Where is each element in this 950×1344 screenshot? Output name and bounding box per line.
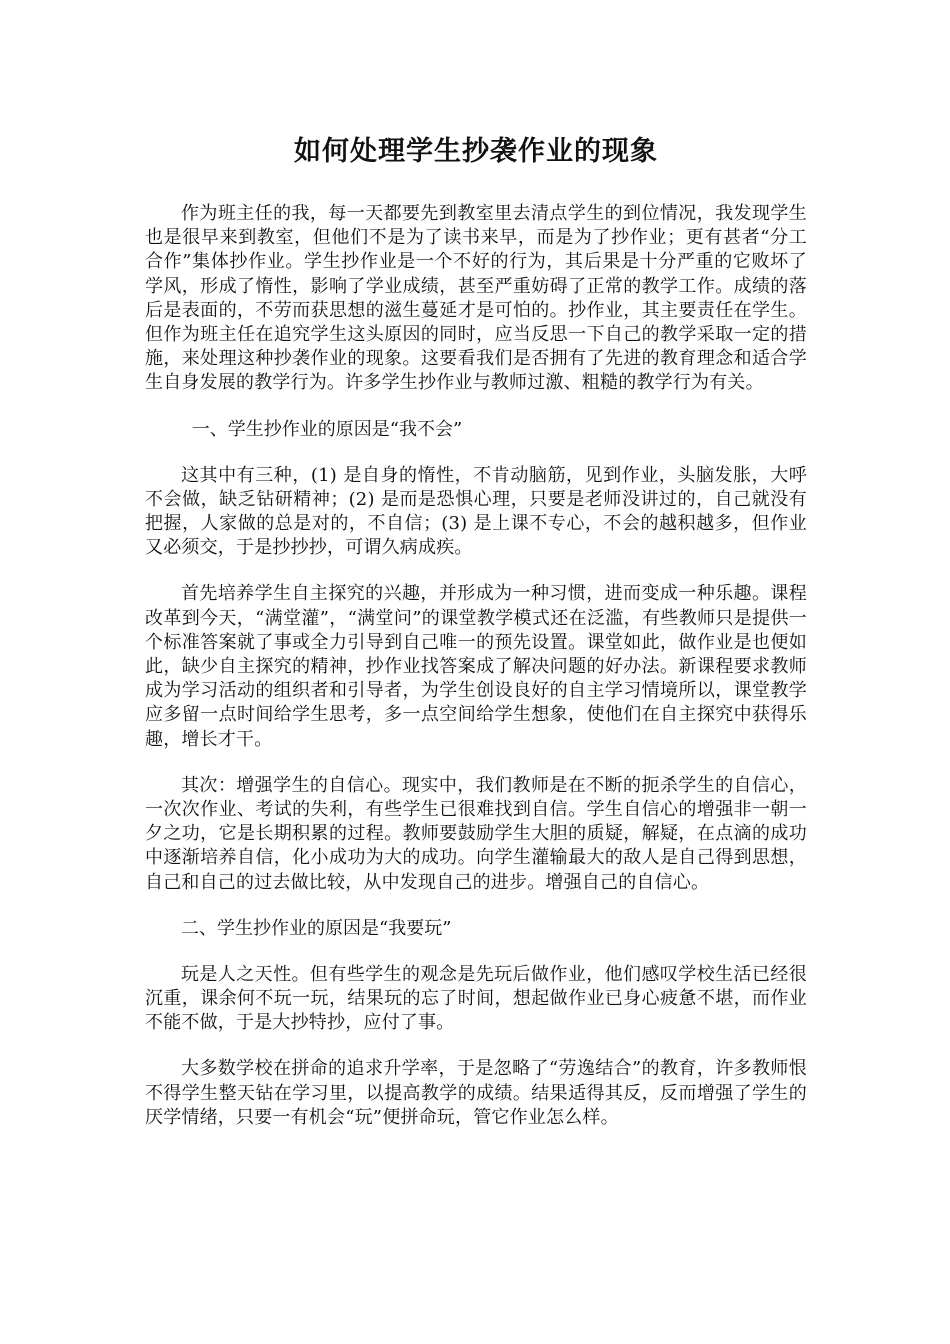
paragraph-play: 玩是人之天性。但有些学生的观念是先玩后做作业，他们感叹学校生活已经很沉重，课余何不玩一玩，结果玩的忘了时间，想起做作业已身心疲惫不堪，而作业不能不做，于是大抄特抄，应付了事。 [145, 963, 807, 1034]
paragraph-interest: 首先培养学生自主探究的兴趣，并形成为一种习惯，进而变成一种乐趣。课程改革到今天，“满堂灌”，“满堂问”的课堂教学模式还在泛滥，有些教师只是提供一个标准答案就了事或全力引导到自己唯一的预先设置。课堂如此，做作业是也便如此，缺少自主探究的精神，抄作业找答案成了解决问题的好办法。新课程要求教师成为学习活动的组织者和引导者，为学生创设良好的自主学习情境所以，课堂教学应多留一点时间给学生思考，多一点空间给学生想象，使他们在自主探究中获得乐趣，增长才干。 [145, 583, 807, 750]
document-title: 如何处理学生抄袭作业的现象 [294, 136, 658, 167]
paragraph-intro: 作为班主任的我，每一天都要先到教室里去清点学生的到位情况，我发现学生也是很早来到教室，但他们不是为了读书来早，而是为了抄作业；更有甚者“分工合作”集体抄作业。学生抄作业是一个不好的行为，其后果是十分严重的它败坏了学风，形成了惰性，影响了学业成绩，甚至严重妨碍了正常的教学工作。成绩的落后是表面的，不劳而获思想的滋生蔓延才是可怕的。抄作业，其主要责任在学生。但作为班主任在追究学生这头原因的同时，应当反思一下自己的教学采取一定的措施，来处理这种抄袭作业的现象。这要看我们是否拥有了先进的教育理念和适合学生自身发展的教学行为。许多学生抄作业与教师过激、粗糙的教学行为有关。 [145, 203, 807, 394]
paragraph-confidence: 其次：增强学生的自信心。现实中，我们教师是在不断的扼杀学生的自信心，一次次作业、考试的失利，有些学生已很难找到自信。学生自信心的增强非一朝一夕之功，它是长期积累的过程。教师要鼓励学生大胆的质疑，解疑，在点滴的成功中逐渐培养自信，化小成功为大的成功。向学生灌输最大的敌人是自己得到思想，自己和自己的过去做比较，从中发现自己的进步。增强自己的自信心。 [145, 774, 807, 893]
paragraph-reasons: 这其中有三种，(1) 是自身的惰性，不肯动脑筋，见到作业，头脑发胀，大呼不会做，缺乏钻研精神；(2) 是而是恐惧心理，只要是老师没讲过的，自己就没有把握，人家做的总是对的，不自信；(3) 是上课不专心，不会的越积越多，但作业又必须交，于是抄抄抄，可谓久病成疾。 [145, 464, 807, 559]
section-heading-2: 二、学生抄作业的原因是“我要玩” [181, 917, 452, 939]
paragraph-schools: 大多数学校在拼命的追求升学率，于是忽略了“劳逸结合”的教育，许多教师恨不得学生整天钻在学习里，以提高教学的成绩。结果适得其反，反而增强了学生的厌学情绪，只要一有机会“玩”便拼命玩，管它作业怎么样。 [145, 1058, 807, 1128]
section-heading-1: 一、学生抄作业的原因是“我不会” [191, 418, 463, 440]
document-page [145, 132, 807, 1152]
